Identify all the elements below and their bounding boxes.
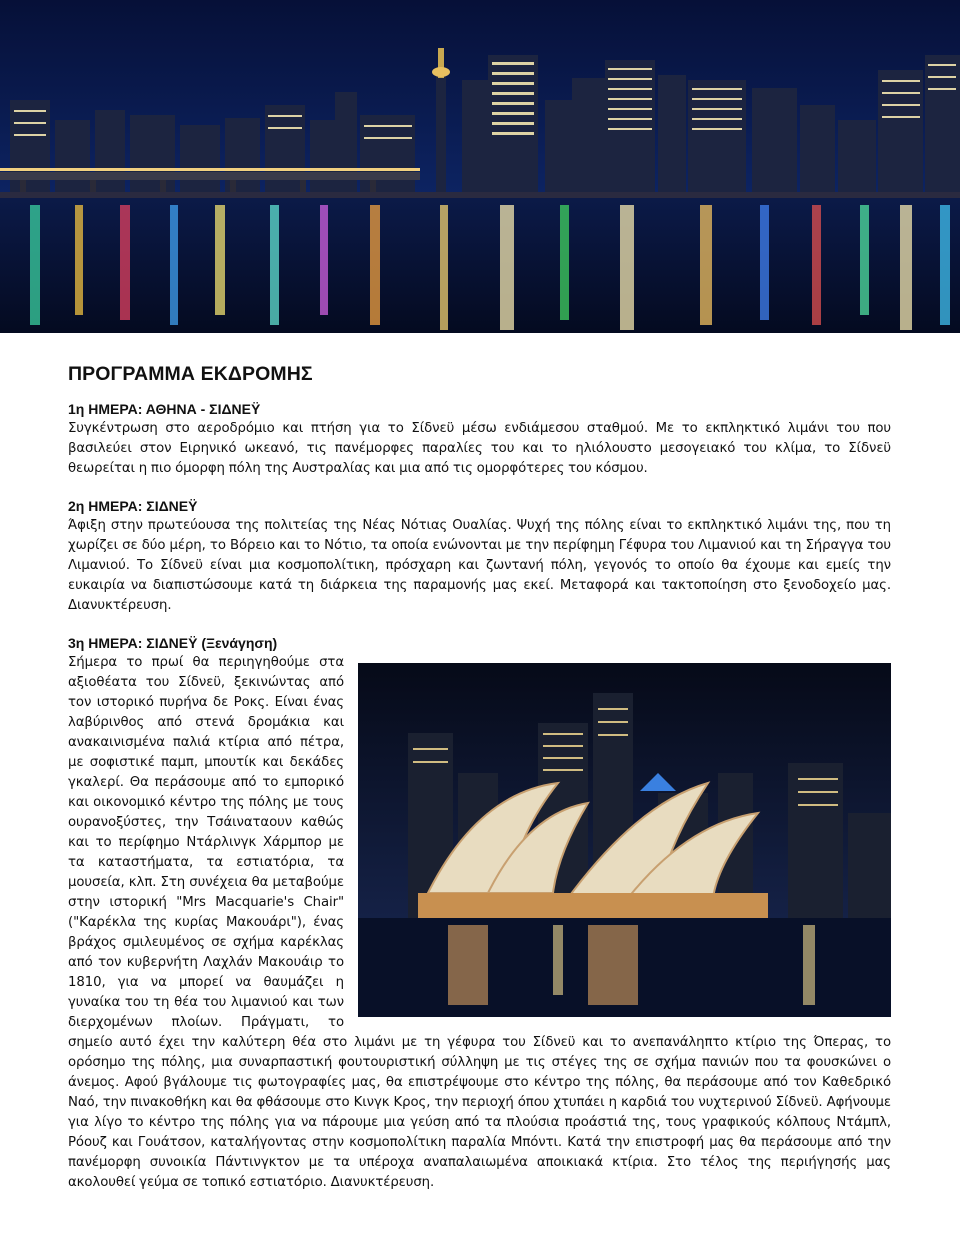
day-3-text: Σήμερα το πρωί θα περιηγηθούμε στα αξιοθέατα του Σίδνεϋ, ξεκινώντας από τον ιστορικό πυρήνα δε Ροκς. Είναι ένας λαβύρινθος από στενά δρομάκια και ανακαινισμένα παλιά κτίρια από πέτρα, με σοφιστικέ παμπ, μπουτίκ και δεκάδες γκαλερί. Θα περάσουμε από το εμπορικό και οικονομικό κέντρο της πόλης με τους ουρανοξύστες, την Τσάιναταουν καθώς και το περίφημο Ντάρλινγκ Χάρμπορ με τα καταστήματα, τα εστιατόρια, τα μουσεία, κλπ. Στη συνέχεια θα μεταβούμε στην ιστορική "Mrs Macquarie's Chair" ("Καρέκλα της κυρίας Μακουάρι"), ένας βράχος σμιλευμένος σε σχήμα καρέκλας από τον κυβερνήτη Λαχλάν Μακουάιρ το 1810, για να μπορεί να θαυμάζει η γυναίκα του τη θέα του λιμανιού και των διερχομένων πλοίων. Πράγματι, το σημείο αυτό έχει την καλύτερη θέα στο λιμάνι με τη γέφυρα του Σίδνεϋ και το ανεπανάληπτο κτίριο της Όπερας, το ορόσημο της πόλης, μια συναρπαστική φουτουριστική σύλληψη με τις στέγες της σε σχήμα πανιών που τα φουσκώνει ο άνεμος. Αφού βγάλουμε τις φωτογραφίες μας, θα επιστρέψουμε στο κέντρο της πόλης, θα περάσουμε από τον Καθεδρικό Ναό, την πινακοθήκη και θα φθάσουμε στο Κινγκ Κρος, την περιοχή όπου χτυπάει η καρδιά του νυχτερινού Σίδνεϋ. Αφήνουμε για λίγο το κέντρο της πόλης για να πάρουμε μια γεύση από τα πλούσια προάστιά της, τους γραφικούς κόλπους Ντάμπλ, Ρόουζ και Γουάτσον, καταλήγοντας στην κοσμοπολίτικη παραλία Μπόντι. Κατά την επιστροφή μας θα περάσουμε από την πανέμορφη συνοικία Πάντινγκτον με τα υπέροχα αναπαλαιωμένα αποικιακά κτίρια. Στο τέλος της περιήγησής μας ακολουθεί γεύμα σε τοπικό εστιατόριο. Διανυκτέρευση. xyxy=(68,655,891,1190)
day-1-heading: 1η ΗΜΕΡΑ: ΑΘΗΝΑ - ΣΙΔΝΕΫ xyxy=(68,401,261,417)
document-body xyxy=(68,362,891,1211)
document-title: ΠΡΟΓΡΑΜΜΑ ΕΚΔΡΟΜΗΣ xyxy=(68,363,313,385)
day-2-section xyxy=(68,497,891,616)
day-2-text: Άφιξη στην πρωτεύουσα της πολιτείας της Νέας Νότιας Ουαλίας. Ψυχή της πόλης είναι το εκπληκτικό λιμάνι της, που τη χωρίζει σε δύο μέρη, το Βόρειο και το Νότιο, τα οποία ενώνονται με την περίφημη Γέφυρα του Λιμανιού και τη Σήραγγα του Λιμανιού. Το Σίδνεϋ είναι μια κοσμοπολίτικη, πρόσχαρη και ζωντανή πόλη, γεγονός το οποίο θα έχουμε και εμείς την ευκαιρία να διαπιστώσουμε κατά τη διάρκεια της παραμονής μας εκεί. Μεταφορά και τακτοποίηση στο ξενοδοχείο μας. Διανυκτέρευση. xyxy=(68,518,891,613)
day-3-section xyxy=(68,634,891,1193)
day-1-text: Συγκέντρωση στο αεροδρόμιο και πτήση για το Σίδνεϋ μέσω ενδιάμεσου σταθμού. Με το εκπληκτικό λιμάνι του που βασιλεύει στον Ειρηνικό ωκεανό, τις πανέμορφες παραλίες του και το ηλιόλουστο μεσογειακό του κλίμα, το Σίδνεϋ θεωρείται η πιο όμορφη πόλη της Αυστραλίας και μια από τις ομορφότερες του κόσμου. xyxy=(68,421,891,476)
day-2-heading: 2η ΗΜΕΡΑ: ΣΙΔΝΕΫ xyxy=(68,498,198,514)
day-1-section xyxy=(68,400,891,479)
day-3-heading: 3η ΗΜΕΡΑ: ΣΙΔΝΕΫ (Ξενάγηση) xyxy=(68,635,278,651)
hero-skyline-illustration xyxy=(0,0,960,333)
opera-house-photo xyxy=(358,663,891,1017)
hero-skyline-photo xyxy=(0,0,960,333)
